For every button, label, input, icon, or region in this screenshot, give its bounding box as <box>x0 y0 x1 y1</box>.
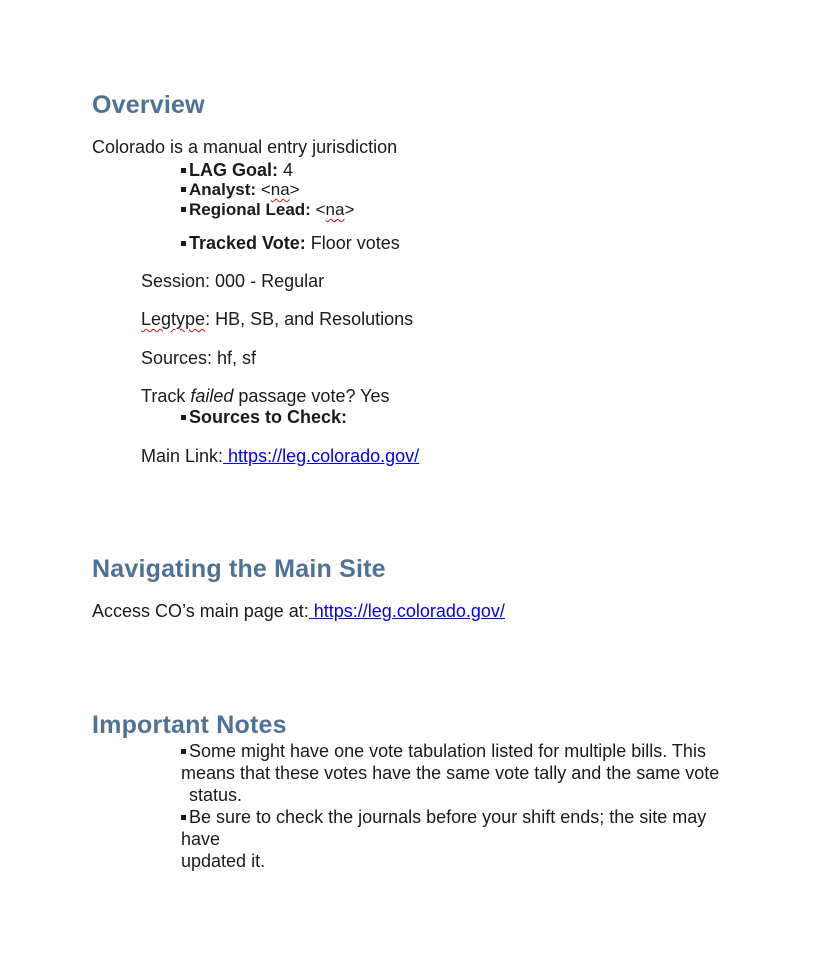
note-item-1 <box>181 740 741 806</box>
sources-to-check-label: Sources to Check: <box>189 407 348 427</box>
legtype-text <box>141 308 413 330</box>
lag-goal-label: LAG Goal: <box>189 160 278 180</box>
main-link-label: Main Link: <box>141 446 224 466</box>
analyst-item <box>181 179 300 201</box>
regional-lead-label: Regional Lead: <box>189 200 311 219</box>
legtype-rest: : HB, SB, and Resolutions <box>205 309 414 329</box>
overview-heading: Overview <box>92 91 205 119</box>
note-2-line-2: updated it. <box>181 851 266 871</box>
lag-goal-item <box>181 159 293 181</box>
analyst-value-pre: < <box>260 180 271 199</box>
note-1-text-1: Some might have one vote tabulation listed for multiple bills. This <box>189 741 706 761</box>
bullet-icon <box>181 815 186 820</box>
track-post: passage vote? Yes <box>233 386 390 406</box>
regional-lead-value: na <box>325 200 345 219</box>
lag-goal-value: 4 <box>283 160 294 180</box>
regional-lead-value-pre: < <box>315 200 326 219</box>
bullet-icon <box>181 749 186 754</box>
main-link[interactable]: https://leg.colorado.gov/ <box>223 446 420 466</box>
note-1-line-3: status. <box>189 785 243 805</box>
track-italic: failed <box>190 386 234 406</box>
bullet-icon <box>181 241 186 246</box>
legtype-word: Legtype <box>141 309 206 329</box>
note-1-line-1 <box>181 740 741 762</box>
note-2-line-1 <box>181 806 741 850</box>
bullet-icon <box>181 187 186 192</box>
note-1-line-2: means that these votes have the same vote tally and the same vote <box>181 763 720 783</box>
access-line <box>92 600 505 622</box>
track-failed-text <box>141 385 390 407</box>
analyst-value: na <box>270 180 290 199</box>
track-pre: Track <box>141 386 191 406</box>
regional-lead-item <box>181 199 354 221</box>
access-link[interactable]: https://leg.colorado.gov/ <box>308 601 505 621</box>
sources-to-check-item <box>181 406 347 428</box>
regional-lead-value-post: > <box>344 200 355 219</box>
bullet-icon <box>181 415 186 420</box>
navigating-heading: Navigating the Main Site <box>92 555 386 583</box>
bullet-icon <box>181 168 186 173</box>
tracked-vote-item <box>181 232 400 254</box>
analyst-label: Analyst: <box>189 180 257 199</box>
main-link-line <box>141 445 419 467</box>
note-item-2 <box>181 806 741 872</box>
analyst-value-post: > <box>289 180 300 199</box>
access-text: Access CO’s main page at: <box>92 601 309 621</box>
intro-text: Colorado is a manual entry jurisdiction <box>92 137 398 157</box>
sources-text: Sources: hf, sf <box>141 348 257 368</box>
tracked-vote-value: Floor votes <box>310 233 400 253</box>
important-notes-heading: Important Notes <box>92 711 287 739</box>
note-2-text-1: Be sure to check the journals before your shift ends; the site may have <box>181 807 707 849</box>
session-text: Session: 000 - Regular <box>141 271 325 291</box>
tracked-vote-label: Tracked Vote: <box>189 233 306 253</box>
bullet-icon <box>181 207 186 212</box>
